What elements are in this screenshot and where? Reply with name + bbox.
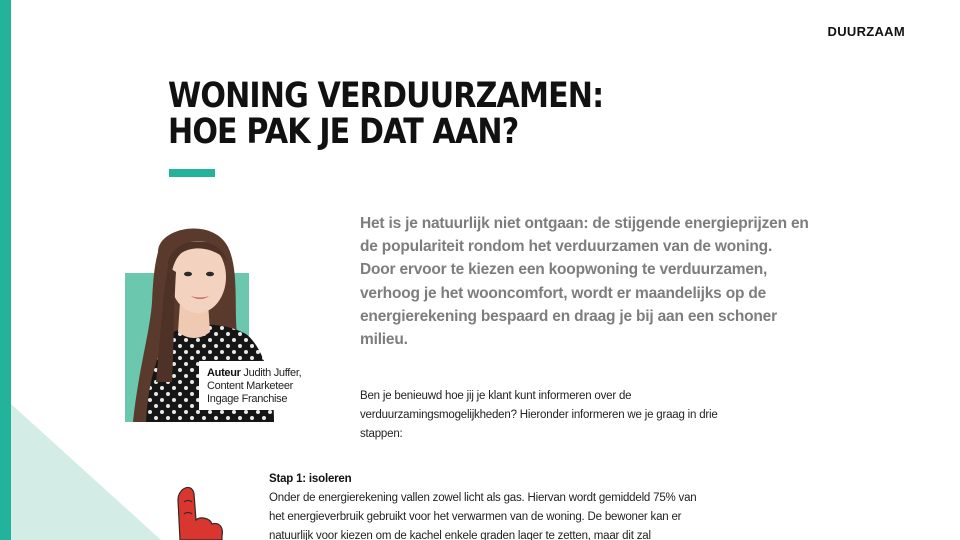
category-label: DUURZAAM bbox=[827, 24, 905, 39]
author-role: Content Marketeer bbox=[207, 380, 293, 392]
author-name: Judith Juffer, bbox=[243, 367, 302, 379]
body-paragraph: Ben je benieuwd hoe jij je klant kunt informeren over de verduurzamingsmogelijkheden? Hieronder informeren we je graag in drie stappen: bbox=[360, 390, 718, 440]
author-label: Auteur bbox=[207, 367, 241, 379]
author-company: Ingage Franchise bbox=[207, 393, 288, 405]
title-line-2: HOE PAK JE DAT AAN? bbox=[168, 112, 519, 152]
title-line-1: WONING VERDUURZAMEN: bbox=[168, 76, 604, 116]
author-caption bbox=[199, 361, 317, 410]
step-1-section bbox=[269, 470, 699, 540]
page-title bbox=[168, 78, 603, 150]
step-1-text: Onder de energierekening vallen zowel licht als gas. Hiervan wordt gemiddeld 75% van het energieverbruik gebruikt voor het verwarmen van de woning. De bewoner kan er natuurlijk voor kiezen om de kachel enkele graden lager te zetten, maar dit zal bbox=[269, 492, 697, 540]
accent-side-bar bbox=[0, 0, 11, 540]
title-underline bbox=[169, 169, 215, 177]
intro-paragraph: Het is je natuurlijk niet ontgaan: de stijgende energieprijzen en de populariteit rondom het verduurzamen van de woning. Door ervoor te kiezen een koopwoning te verduurzamen, verhoog je het wooncomfort, wordt er maandelijks op de energierekening bespaard en draag je bij aan een schoner milieu. bbox=[360, 215, 809, 349]
step-1-title: Stap 1: isoleren bbox=[269, 473, 352, 485]
decorative-triangle bbox=[11, 404, 161, 540]
pointing-hand-illustration bbox=[170, 480, 226, 540]
